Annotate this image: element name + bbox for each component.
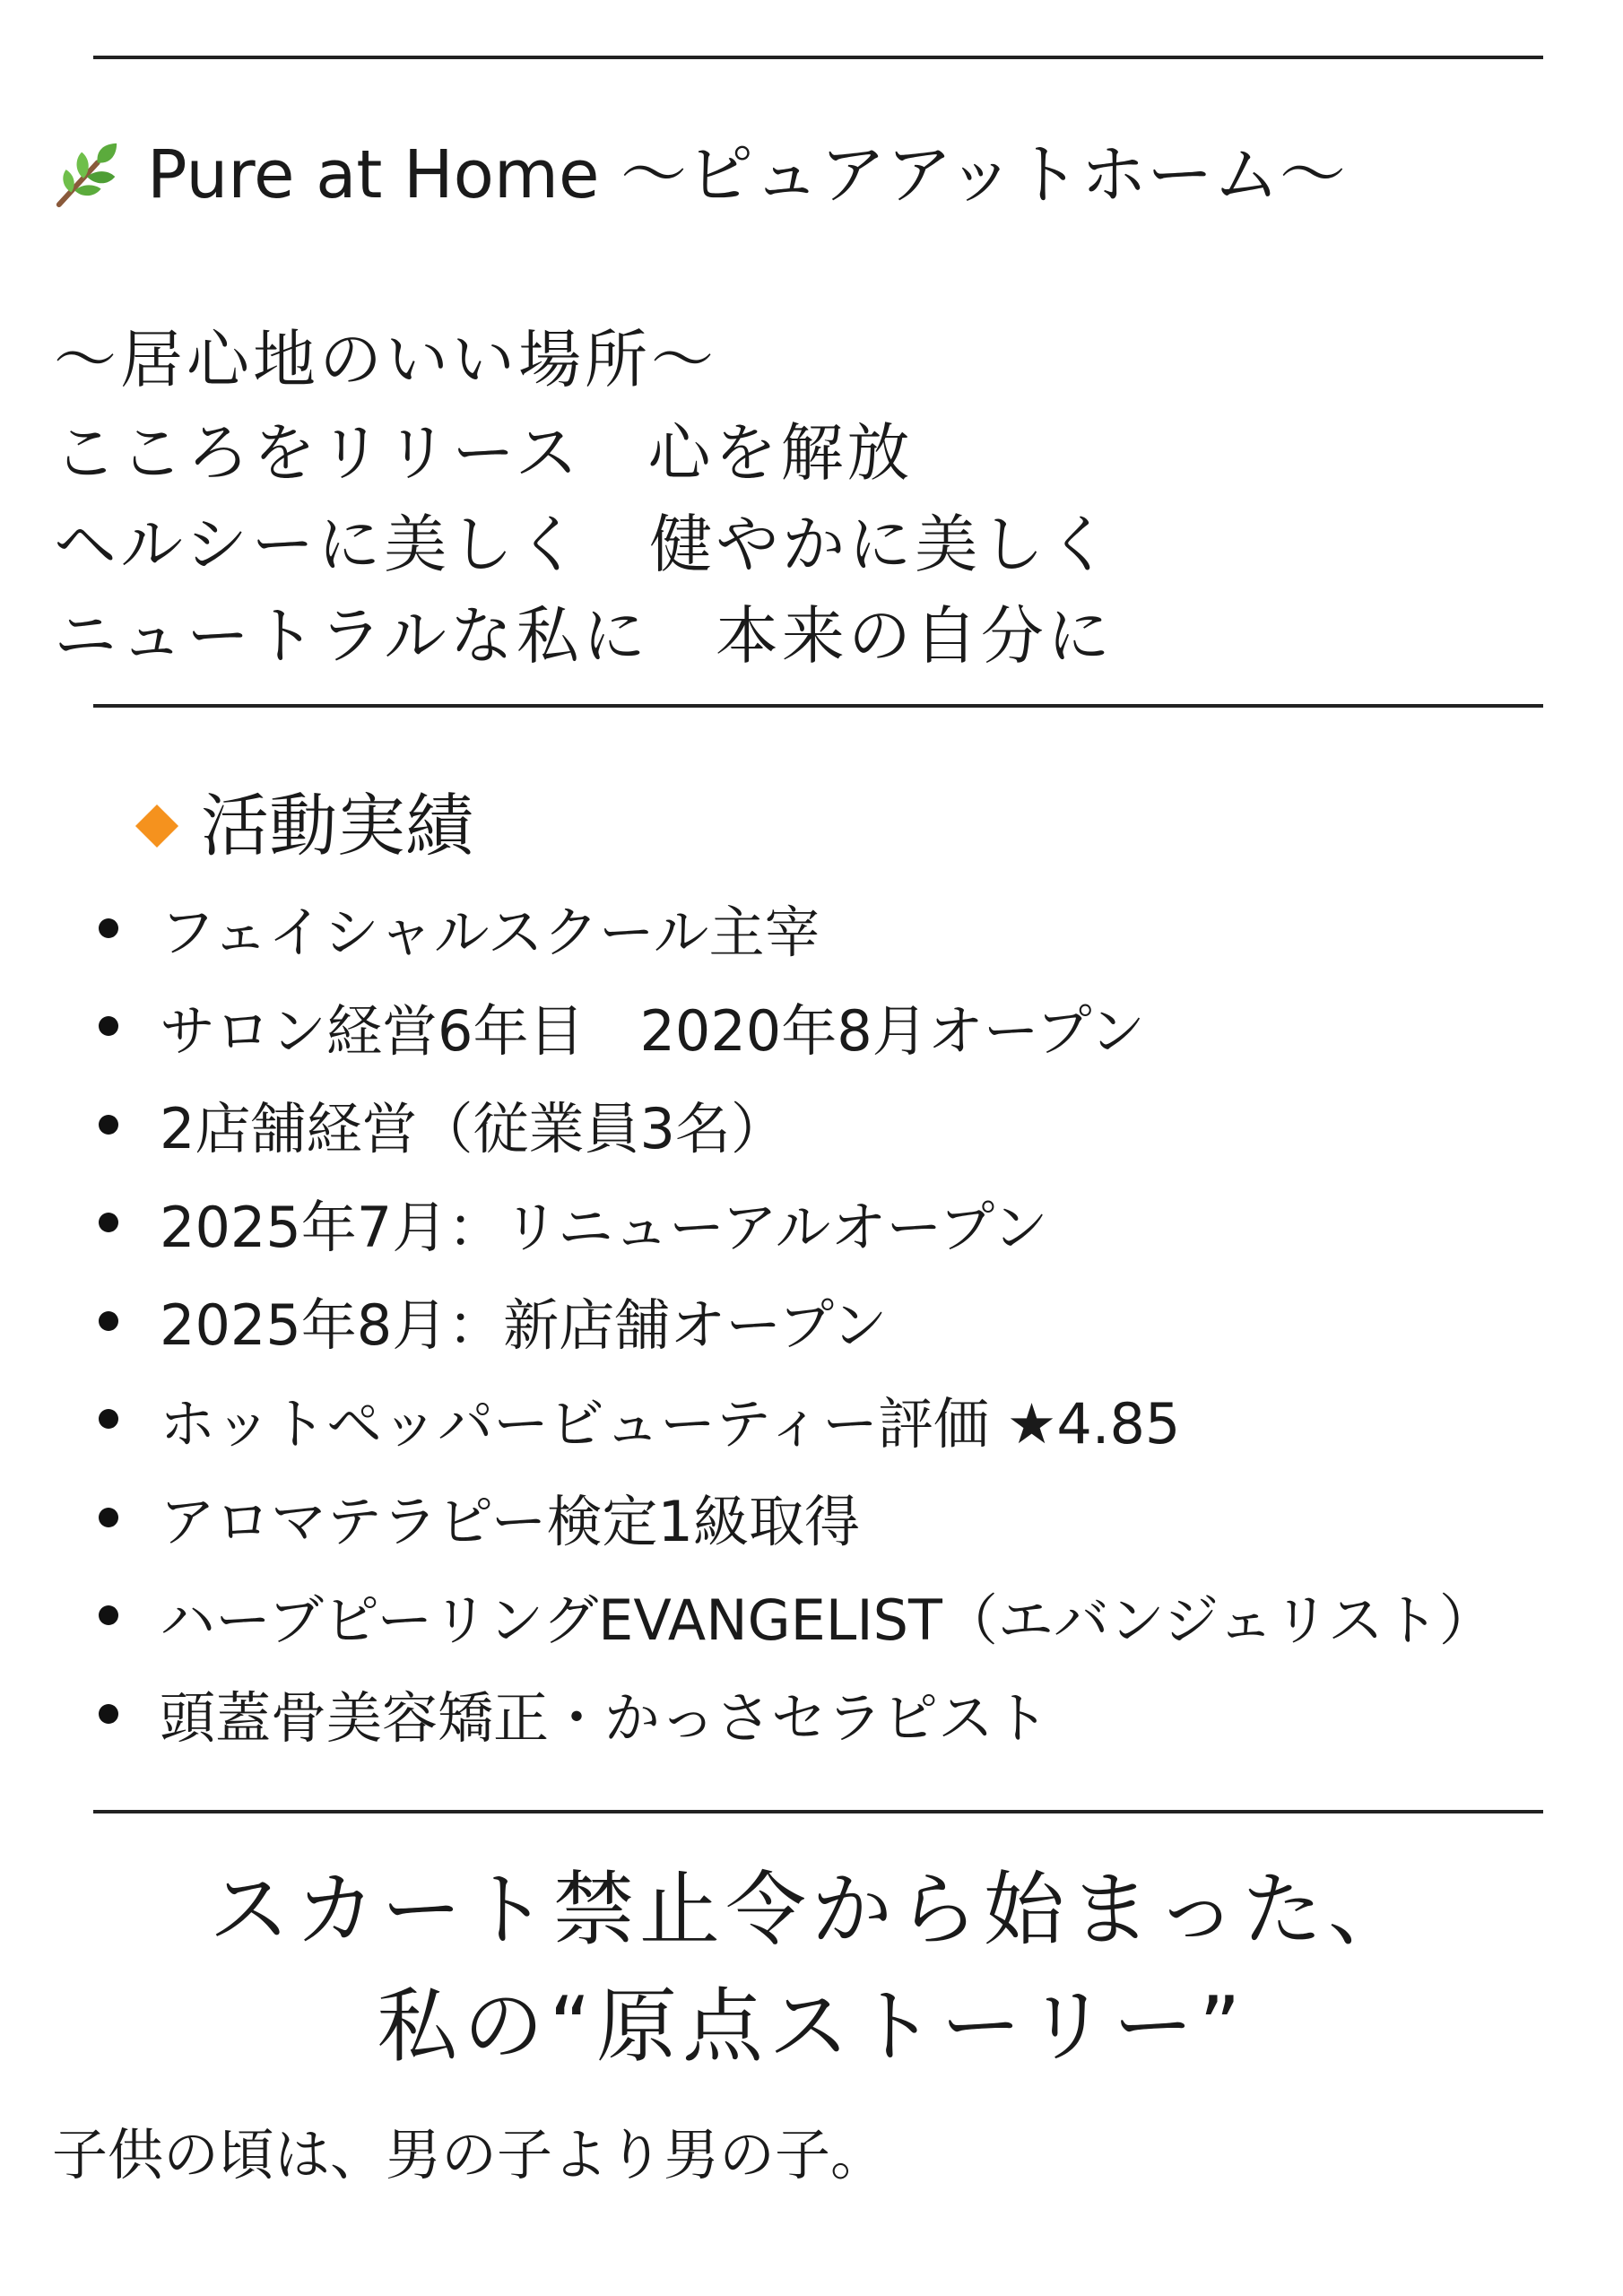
list-item [99, 1468, 1495, 1567]
tagline-line-4: ニュートラルな私に 本来の自分に [54, 599, 1114, 673]
tagline-line-1: ～居心地のいい場所～ [54, 323, 717, 396]
bullet-icon [99, 1605, 118, 1625]
bullet-icon [99, 1115, 118, 1135]
leaf-branch-icon [52, 140, 122, 210]
achievements-heading [135, 777, 473, 875]
orange-diamond-icon [135, 804, 178, 848]
list-item-text: 2025年7月：リニューアルオープン [160, 1194, 1048, 1260]
story-body-text: 子供の頃は、男の子より男の子。 [52, 2122, 887, 2187]
achievements-title: 活動実績 [201, 786, 473, 865]
list-item [99, 1370, 1495, 1469]
list-item-text: 2025年8月：新店舗オープン [160, 1292, 888, 1359]
brand-header [52, 126, 1346, 224]
list-item-text: 2店舗経営（従業員3名） [160, 1096, 786, 1162]
list-item [99, 1567, 1495, 1665]
list-item [99, 1665, 1495, 1763]
list-item [99, 1272, 1495, 1370]
bullet-icon [99, 1409, 118, 1429]
list-item [99, 1174, 1495, 1273]
story-title-line-1: スカート禁止令から始まった、 [209, 1863, 1414, 1957]
bullet-icon [99, 918, 118, 938]
list-item-text: ホットペッパービューティー評価 ★4.85 [160, 1390, 1181, 1457]
brand-name: Pure at Home ～ピュアアットホーム～ [147, 136, 1346, 213]
bottom-divider [93, 1810, 1543, 1813]
bullet-icon [99, 1213, 118, 1232]
tagline-line-2: こころをリリース 心を解放 [54, 416, 914, 490]
list-item-text: フェイシャルスクール主宰 [160, 900, 820, 966]
list-item-text: ハーブピーリングEVANGELIST（エバンジェリスト） [160, 1587, 1495, 1653]
tagline-line-3: ヘルシーに美しく 健やかに美しく [54, 508, 1115, 581]
list-item-text: アロマテラピー検定1級取得 [160, 1489, 860, 1555]
bullet-icon [99, 1508, 118, 1527]
list-item [99, 1075, 1495, 1174]
top-divider [93, 56, 1543, 59]
bullet-icon [99, 1016, 118, 1036]
bullet-icon [99, 1704, 118, 1724]
list-item-text: 頭蓋骨美容矯正・かっさセラピスト [160, 1685, 1050, 1752]
list-item [99, 879, 1495, 978]
middle-divider [93, 704, 1543, 708]
list-item [99, 978, 1495, 1076]
list-item-text: サロン経営6年目 2020年8月オープン [160, 997, 1146, 1064]
story-title-line-2: 私の“原点ストーリー” [377, 1979, 1246, 2074]
bullet-icon [99, 1311, 118, 1331]
achievements-list [99, 879, 1495, 1763]
